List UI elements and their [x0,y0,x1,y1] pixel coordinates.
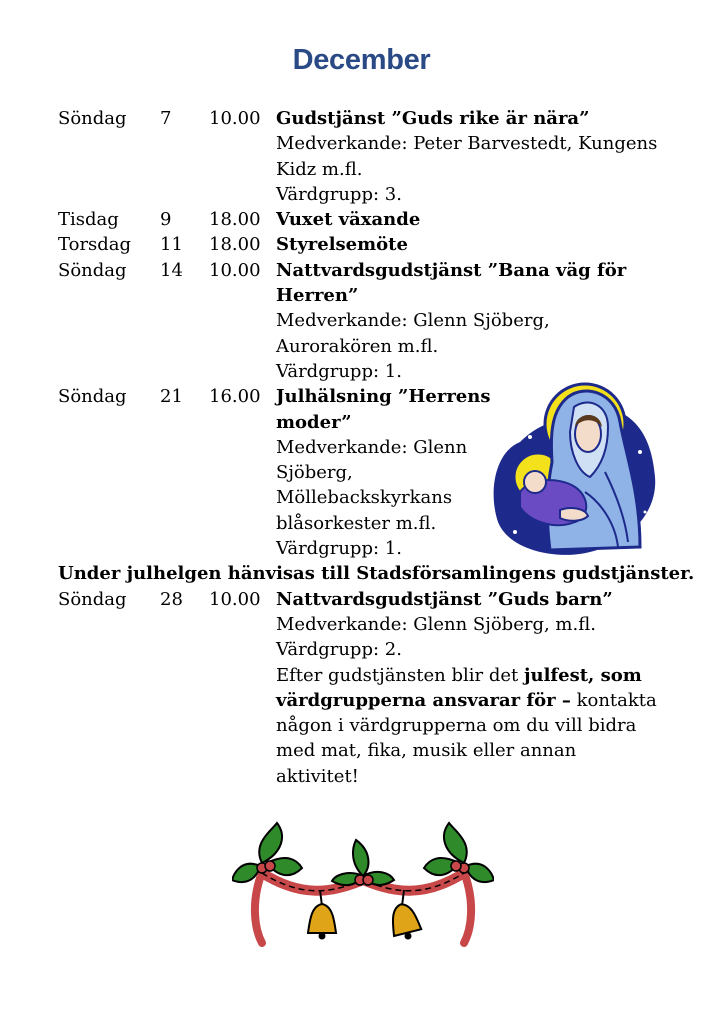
page-title: December [292,44,431,76]
event-row [58,258,678,384]
event-detail: Värdgrupp: 2. [276,639,402,661]
event-time: 10.00 [209,588,261,610]
event-paragraph-line: med mat, fika, musik eller annan [276,740,577,762]
notice: Under julhelgen hänvisas till Stadsförsamlingens gudstjänster. [58,563,695,585]
event-title: Nattvardsgudstjänst ”Guds barn” [276,588,613,610]
event-description [276,106,678,207]
event-row [58,587,678,789]
event-time: 10.00 [209,259,261,281]
event-date: 14 [160,259,183,281]
event-detail: blåsorkester m.fl. [276,512,437,534]
event-detail: Medverkande: Glenn Sjöberg, [276,310,550,332]
paragraph-text: kontakta [570,689,657,711]
mother-hand-shape [560,508,588,521]
event-day: Söndag [58,259,127,281]
event-row [58,207,678,232]
event-day: Torsdag [58,234,132,256]
event-description [276,232,678,257]
holly-garland-with-bells-illustration [232,818,494,950]
event-detail: Kidz m.fl. [276,158,363,180]
event-paragraph-line [276,663,678,688]
event-row [58,232,678,257]
event-detail: Aurorakören m.fl. [276,335,439,357]
event-description [276,587,678,789]
event-day: Söndag [58,588,127,610]
event-title: Gudstjänst ”Guds rike är nära” [276,108,590,129]
event-paragraph-line: aktivitet! [276,765,359,787]
bell-icon [387,901,421,936]
holly-berry-shape [265,861,275,871]
event-time: 18.00 [209,234,261,256]
event-detail: Medverkande: Glenn [276,436,468,458]
event-title: Styrelsemöte [276,234,408,256]
event-title: Herren” [276,285,359,307]
event-title: Vuxet växande [276,209,421,231]
event-title: Nattvardsgudstjänst ”Bana väg för [276,259,627,281]
event-time: 18.00 [209,209,261,231]
event-day: Söndag [58,108,127,129]
paragraph-text: Efter gudstjänsten blir det [276,664,524,686]
event-date: 21 [160,386,183,408]
event-day: Tisdag [58,209,119,231]
event-paragraph-line: någon i värdgrupperna om du vill bidra [276,715,637,737]
holly-leaf-shape [353,840,368,876]
holly-berry-shape [363,875,373,885]
paragraph-emphasis: julfest, som [523,664,642,686]
event-time: 16.00 [209,386,261,408]
event-description [276,207,678,232]
event-detail: Värdgrupp: 3. [276,183,402,205]
holly-leaf-shape [444,823,467,863]
holly-leaf-shape [259,823,282,863]
ribbon-tail-shape [464,878,471,943]
paragraph-emphasis: värdgrupperna ansvarar för – [276,689,571,711]
star-shape [644,511,647,514]
event-description [276,384,491,561]
bell-clapper-shape [319,933,326,940]
star-shape [528,435,532,439]
event-date: 28 [160,588,183,610]
child-face-shape [524,471,546,493]
event-row [58,106,678,207]
event-day: Söndag [58,386,127,408]
bell-icon [308,904,336,933]
event-time: 10.00 [209,108,261,129]
event-detail: Medverkande: Glenn Sjöberg, m.fl. [276,613,596,635]
bell-clapper-shape [405,933,412,940]
event-title: Julhälsning ”Herrens [276,386,491,408]
event-detail: Möllebackskyrkans [276,487,453,509]
event-date: 7 [160,108,172,129]
event-detail: Värdgrupp: 1. [276,360,402,382]
event-paragraph-line [276,688,678,713]
event-detail: Sjöberg, [276,462,353,484]
event-date: 9 [160,209,172,231]
event-title: moder” [276,411,352,433]
madonna-and-child-illustration [490,382,660,562]
star-shape [513,530,517,534]
event-detail: Värdgrupp: 1. [276,538,402,560]
holly-berry-shape [451,861,461,871]
event-date: 11 [160,234,183,256]
ribbon-tail-shape [255,878,262,943]
event-detail: Medverkande: Peter Barvestedt, Kungens [276,133,658,155]
star-shape [638,450,642,454]
event-description [276,258,678,384]
